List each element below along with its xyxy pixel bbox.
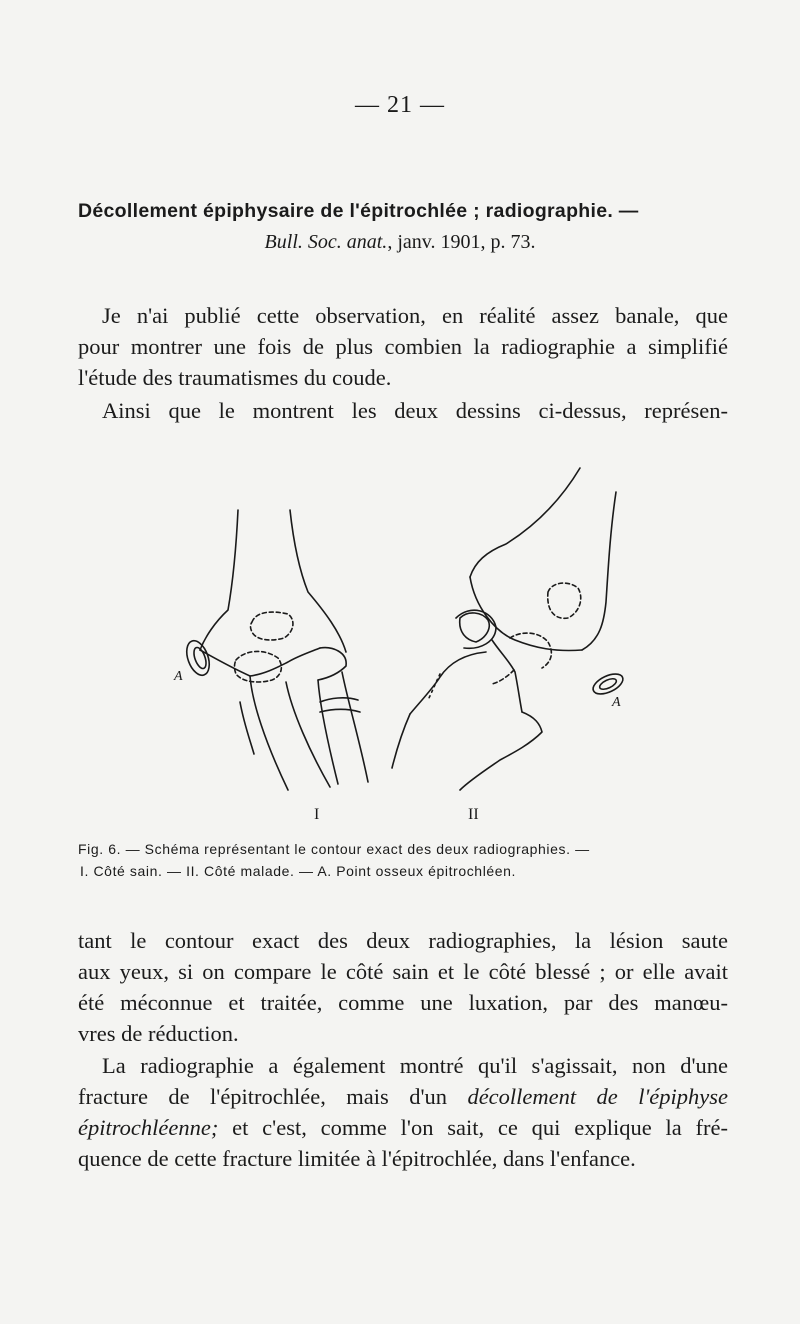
elbow-contour-figure bbox=[170, 462, 640, 802]
caption-line-2: I. Côté sain. — II. Côté malade. — A. Point osseux épitrochléen. bbox=[80, 863, 517, 879]
bibliographic-citation bbox=[0, 231, 800, 254]
figure-label-i: I bbox=[314, 806, 320, 823]
ossification-dotted-3 bbox=[548, 583, 581, 618]
humerus-outline-left bbox=[200, 510, 238, 650]
radius-head-lines bbox=[320, 698, 360, 712]
paragraph-3-line-3: été méconnue et traitée, comme une luxation, par des manœu- bbox=[78, 990, 728, 1015]
paragraph-3 bbox=[78, 925, 728, 1049]
figure-label-ii: II bbox=[468, 806, 479, 823]
paragraph-4 bbox=[78, 1050, 728, 1174]
paragraph-4-line-3 bbox=[78, 1112, 728, 1143]
paragraph-4-italic-word: épitrochléenne; bbox=[78, 1115, 219, 1140]
forearm-inner bbox=[240, 702, 254, 754]
ulna-left bbox=[250, 676, 288, 790]
trochlea-bottom bbox=[200, 648, 320, 676]
epitrochlear-point-right bbox=[590, 670, 626, 698]
label-a-right: A bbox=[612, 695, 621, 710]
paragraph-3-line-2: aux yeux, si on compare le côté sain et le côté blessé ; or elle avait bbox=[78, 959, 728, 984]
paragraph-1 bbox=[78, 300, 728, 393]
humerus-outline-right-ii bbox=[582, 492, 616, 650]
citation-details: , janv. 1901, p. 73. bbox=[387, 231, 536, 253]
humerus-outline-left-ii bbox=[470, 468, 580, 577]
paragraph-3-line-1: tant le contour exact des deux radiographies, la lésion saute bbox=[78, 928, 728, 953]
ulna-upper-ii bbox=[410, 652, 486, 714]
paragraph-1-line-3: l'étude des traumatismes du coude. bbox=[78, 365, 392, 390]
ossification-dotted-4 bbox=[492, 633, 551, 684]
paragraph-4-line-3-text: et c'est, comme l'on sait, ce qui explique la fré- bbox=[218, 1115, 728, 1140]
paragraph-1-line-1: Je n'ai publié cette observation, en réalité assez banale, que bbox=[102, 303, 728, 328]
forearm-left-ii bbox=[392, 714, 410, 768]
figure-i-healthy-elbow bbox=[182, 510, 368, 790]
epitrochlear-point-left bbox=[182, 638, 213, 679]
paragraph-4-line-2-text: fracture de l'épitrochlée, mais d'un bbox=[78, 1084, 468, 1109]
radius-left bbox=[318, 680, 338, 784]
figure-caption bbox=[78, 838, 728, 882]
label-a-left: A bbox=[174, 669, 183, 684]
page-number: — 21 — bbox=[355, 92, 445, 118]
paragraph-4-line-1: La radiographie a également montré qu'il s'agissait, non d'une bbox=[102, 1053, 728, 1078]
humerus-outline-right bbox=[290, 510, 346, 652]
ulna-lower-ii bbox=[460, 712, 542, 790]
ossification-dotted-2 bbox=[235, 651, 282, 682]
caption-line-1: Fig. 6. — Schéma représentant le contour exact des deux radiographies. — bbox=[78, 841, 590, 857]
ossification-dotted-1 bbox=[251, 612, 293, 640]
citation-source: Bull. Soc. anat. bbox=[264, 231, 388, 253]
figure-ii-injured-elbow bbox=[392, 468, 626, 790]
ulna-edge-ii bbox=[428, 674, 440, 700]
section-heading: Décollement épiphysaire de l'épitrochlée ; radiographie. — bbox=[78, 200, 639, 222]
paragraph-2 bbox=[78, 395, 728, 426]
paragraph-2-line-1: Ainsi que le montrent les deux dessins ci-dessus, représen- bbox=[102, 398, 728, 423]
paragraph-4-line-2 bbox=[78, 1081, 728, 1112]
trochlea-ii bbox=[460, 613, 490, 642]
radius-right bbox=[342, 672, 368, 782]
paragraph-4-line-4: quence de cette fracture limitée à l'épitrochlée, dans l'enfance. bbox=[78, 1146, 636, 1171]
paragraph-3-line-4: vres de réduction. bbox=[78, 1021, 239, 1046]
paragraph-4-italic-phrase: décollement de l'épiphyse bbox=[467, 1084, 728, 1109]
paragraph-1-line-2: pour montrer une fois de plus combien la radiographie a simplifié bbox=[78, 334, 728, 359]
ulna-right bbox=[286, 682, 330, 787]
